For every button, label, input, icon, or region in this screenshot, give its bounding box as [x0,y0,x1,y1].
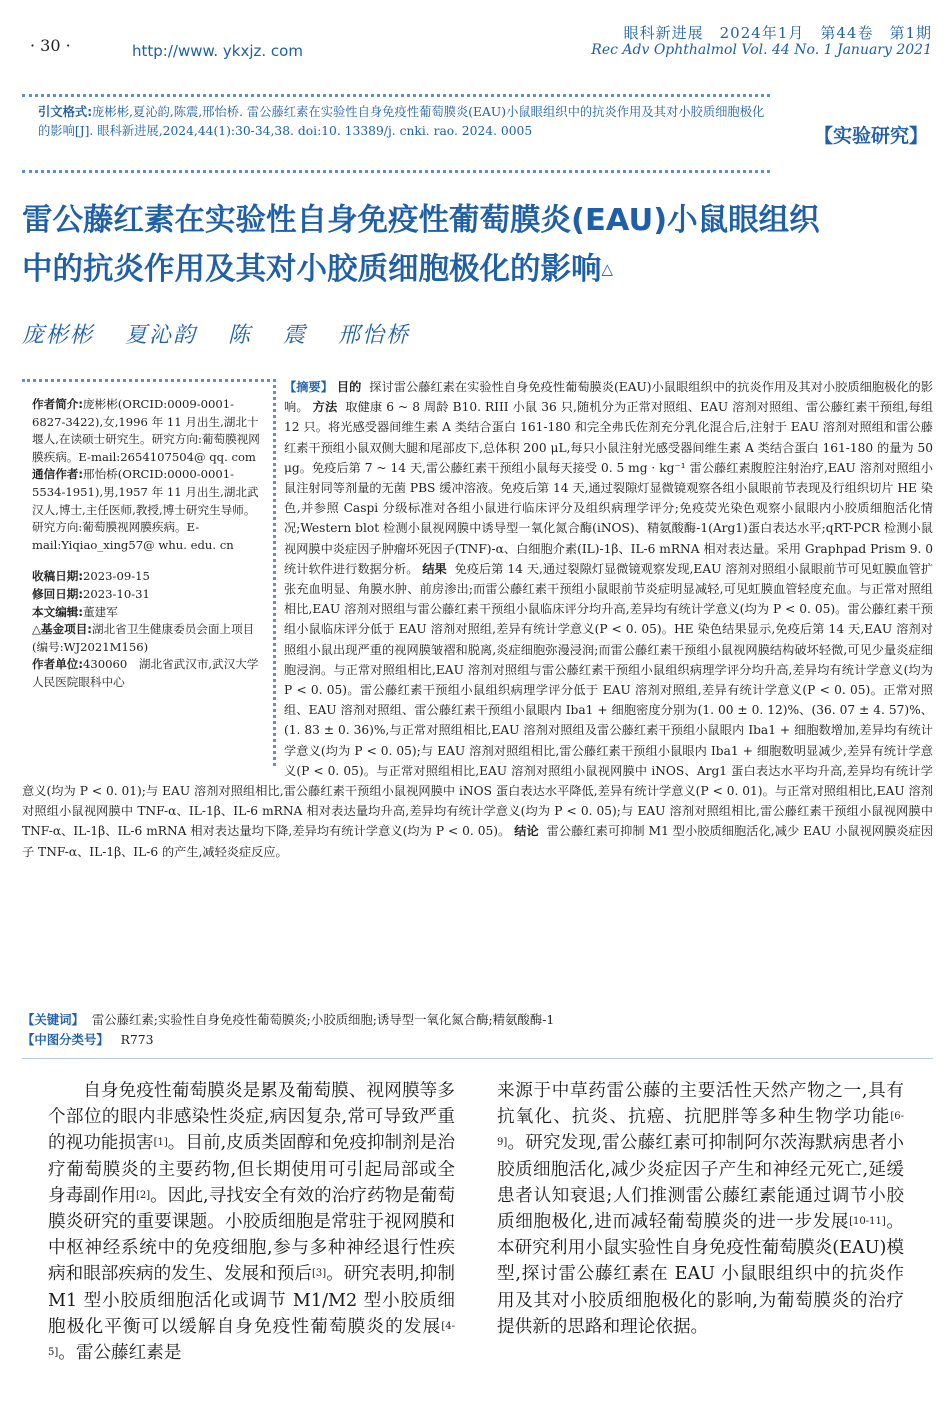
keywords-line [22,1010,554,1028]
body-column-right [497,1078,904,1340]
page-number: · 30 · [30,36,71,55]
editor-value: 董建军 [83,604,118,619]
reference-mark[interactable]: [10-11] [849,1216,886,1228]
classification-text: R773 [120,1032,154,1047]
title-line-1: 雷公藤红素在实验性自身免疫性葡萄膜炎(EAU)小鼠眼组织 [22,203,820,238]
author-intro-text: 庞彬彬(ORCID:0009-0001-6827-3422),女,1996 年 11 月出生,湖北十堰人,在读硕士研究生。研究方向:葡萄膜视网膜疾病。E-mail:2654107504@ qq. com [32,397,260,464]
keywords-text: 雷公藤红素;实验性自身免疫性葡萄膜炎;小胶质细胞;诱导型一氧化氮合酶;精氨酸酶-1 [91,1012,555,1027]
received-label: 收稿日期: [32,569,84,584]
citation-block [38,103,768,141]
intro-paragraph-1 [48,1078,455,1366]
revised-value: 2023-10-31 [83,586,150,601]
body-column-left [48,1078,455,1366]
conclusion-text: 雷公藤红素可抑制 M1 型小胶质细胞活化,减少 EAU 小鼠视网膜炎症因子 TNF-α、IL-1β、IL-6 的产生,减轻炎症反应。 [22,824,934,859]
editor-label: 本文编辑: [32,604,84,619]
abstract [22,377,933,862]
reference-mark[interactable]: [3] [312,1268,327,1280]
reference-mark[interactable]: [2] [136,1189,151,1201]
body-text: 来源于中草药雷公藤的主要活性天然产物之一,具有抗氧化、抗炎、抗癌、抗肥胖等多种生物学功能 [497,1081,904,1128]
section-tag: 【实验研究】 [813,125,928,147]
received-value: 2023-09-15 [83,569,150,584]
authors: 庞彬彬 夏沁韵 陈 震 邢怡桥 [22,323,410,348]
fund-value: 湖北省卫生健康委员会面上项目(编号:WJ2021M156) [32,622,255,654]
body-text: 。目前,皮质类固醇和免疫抑制剂是治疗葡萄膜炎的主要药物,但长期使用可引起局部或全身毒副作用 [48,1133,455,1206]
citation-text: 庞彬彬,夏沁韵,陈震,邢怡桥. 雷公藤红素在实验性自身免疫性葡萄膜炎(EAU)小鼠眼组织中的抗炎作用及其对小胶质细胞极化的影响[J]. 眼科新进展,2024,44(1):30-34,38. doi:10. 13389/j. cnki. rao. 2024. 0005 [38,105,765,138]
method-label: 方法 [312,400,338,415]
reference-mark[interactable]: [6-9] [497,1111,904,1149]
section-divider [22,1058,933,1059]
citation-label: 引文格式: [38,105,93,119]
body-text: 。雷公藤红素是 [58,1343,182,1364]
corr-text: 邢怡桥(ORCID:0000-0001-5534-1951),男,1957 年 11 月出生,湖北武汉人,博士,主任医师,教授,博士研究生导师。研究方向:葡萄膜视网膜疾病。E-mail:Yiqiao_xing57@ whu. edu. cn [32,467,259,552]
address-label: 作者单位: [32,657,84,672]
body-text: 自身免疫性葡萄膜炎是累及葡萄膜、视网膜等多个部位的眼内非感染性炎症,病因复杂,常可导致严重的视功能损害 [48,1081,455,1154]
reference-mark[interactable]: [4-5] [48,1320,455,1359]
fund-mark: △ [601,260,614,278]
body-text: 。因此,寻找安全有效的治疗药物是葡萄膜炎研究的重要课题。小胶质细胞是常驻于视网膜和中枢神经系统中的免疫细胞,参与多种神经退行性疾病和眼部疾病的发生、发展和预后 [48,1185,455,1285]
author-intro-label: 作者简介: [32,397,84,411]
method-text: 取健康 6 ~ 8 周龄 B10. RIII 小鼠 36 只,随机分为正常对照组、EAU 溶剂对照组、雷公藤红素干预组,每组 12 只。将光感受器间维生素 A 类结合蛋白 161-180 和完全弗氏佐剂充分乳化混合后,注射于 EAU 溶剂对照组和雷公藤红素干预组小鼠双侧大腿和尾部皮下,总体积 200 μL,每只小鼠注射光感受器间维生素 A 类结合蛋白 161-180 的量为 50 μg。免疫后第 7 ~ 14 天,雷公藤红素干预组小鼠每天接受 0. 5 mg · kg⁻¹ 雷公藤红素腹腔注射治疗,EAU 溶剂对照组小鼠注射同等剂量的无菌 PBS 缓冲溶液。免疫后第 14 天,通过裂隙灯显微镜观察各组小鼠眼前节表现及行组织切片 HE 染色,并参照 Caspi 分级标准对各组小鼠进行临床评分及组织病理学评分;免疫荧光染色观察小鼠眼内小胶质细胞活化情况;Western blot 检测小鼠视网膜中诱导型一氧化氮合酶(iNOS)、精氨酸酶-1(Arg1)蛋白表达水平;qRT-PCR 检测小鼠视网膜中炎症因子肿瘤坏死因子(TNF)-α、白细胞介素(IL)-1β、IL-6 mRNA 相对表达量。采用 Graphpad Prism 9. 0 统计软件进行数据分析。 [284,400,934,576]
objective-label: 目的 [336,380,362,394]
body-text: 。本研究利用小鼠实验性自身免疫性葡萄膜炎(EAU)模型,探讨雷公藤红素在 EAU 小鼠眼组织中的抗炎作用及其对小胶质细胞极化的影响,为葡萄膜炎的治疗提供新的思路和理论依据。 [497,1212,904,1337]
conclusion-label: 结论 [514,824,539,839]
keywords-label: 【关键词】 [22,1012,84,1027]
corr-label: 通信作者: [32,467,84,482]
objective-text: 探讨雷公藤红素在实验性自身免疫性葡萄膜炎(EAU)小鼠眼组织中的抗炎作用及其对小胶质细胞极化的影响。 [284,380,934,415]
article-title [22,196,922,294]
body-text: 。研究发现,雷公藤红素可抑制阿尔茨海默病患者小胶质细胞活化,减少炎症因子产生和神经元死亡,延缓患者认知衰退;人们推测雷公藤红素能通过调节小胶质细胞极化,进而减轻葡萄膜炎的进一步发展 [497,1133,904,1233]
address-value: 430060 湖北省武汉市,武汉大学人民医院眼科中心 [32,657,259,689]
citation-top-border [22,94,770,97]
revised-label: 修回日期: [32,586,84,601]
journal-info-cn: 眼科新进展 2024年1月 第44卷 第1期 [623,24,932,42]
result-text: 免疫后第 14 天,通过裂隙灯显微镜观察发现,EAU 溶剂对照组小鼠眼前节可见虹膜血管扩张充血明显、角膜水肿、前房渗出;而雷公藤红素干预组小鼠眼前节炎症明显减轻,可见虹膜血管轻度充血。与正常对照组相比,EAU 溶剂对照组与雷公藤红素干预组小鼠临床评分均升高,差异均有统计学意义(均为 P < 0. 05)。雷公藤红素干预组小鼠临床评分低于 EAU 溶剂对照组,差异有统计学意义(P < 0. 05)。HE 染色结果显示,免疫后第 14 天,EAU 溶剂对照组小鼠出现严重的视网膜皱褶和脱离,炎症细胞弥漫浸润;而雷公藤红素干预组小鼠视网膜结构破坏轻微,可见少量炎症细胞浸润。与正常对照组相比,EAU 溶剂对照组与雷公藤红素干预组小鼠组织病理学评分均升高,差异均有统计学意义(均为 P < 0. 05)。雷公藤红素干预组小鼠组织病理学评分低于 EAU 溶剂对照组,差异有统计学意义(P < 0. 05)。正常对照组、EAU 溶剂对照组、雷公藤红素干预组小鼠眼内 Iba1 + 细胞密度分别为(1. 00 ± 0. 12)%、(36. 07 ± 4. 57)%、(1. 83 ± 0. 36)%,与正常对照组相比,EAU 溶剂对照组及雷公藤红素干预组小鼠眼内 Iba1 + 细胞数增加,差异均有统计学意义(均为 P < 0. 05);与 EAU 溶剂对照组相比,雷公藤红素干预组小鼠眼内 Iba1 + 细胞数明显减少,差异有统计学意义(P < 0. 05)。与正常对照组相比,EAU 溶剂对照组小鼠视网膜中 iNOS、Arg1 蛋白表达水平均升高,差异均有统计学意义(均为 P < 0. 01);与 EAU 溶剂对照组相比,雷公藤红素干预组小鼠视网膜中 iNOS 蛋白表达水平降低,差异有统计学意义(P < 0. 01)。与正常对照组相比,EAU 溶剂对照组小鼠视网膜中 TNF-α、IL-1β、IL-6 mRNA 相对表达量均升高,差异均有统计学意义(均为 P < 0. 05);与 EAU 溶剂对照组相比,雷公藤红素干预组小鼠视网膜中 TNF-α、IL-1β、IL-6 mRNA 相对表达量均下降,差异均有统计学意义(均为 P < 0. 05)。 [22,561,934,839]
reference-mark[interactable]: [1] [153,1137,168,1149]
classification-line [22,1030,154,1048]
journal-info-en: Rec Adv Ophthalmol Vol. 44 No. 1 January 2021 [591,42,932,58]
title-line-2: 中的抗炎作用及其对小胶质细胞极化的影响 [22,252,602,287]
result-label: 结果 [422,561,447,576]
citation-bottom-border [22,170,770,173]
body-text: 。研究表明,抑制 M1 型小胶质细胞活化或调节 M1/M2 型小胶质细胞极化平衡可以缓解自身免疫性葡萄膜炎的发展 [48,1264,455,1337]
abstract-tag: 【摘要】 [284,380,333,394]
journal-url[interactable]: http://www. ykxjz. com [132,42,303,60]
fund-label: △基金项目: [32,622,92,637]
classification-label: 【中图分类号】 [22,1032,109,1047]
intro-paragraph-1-cont [497,1078,904,1340]
